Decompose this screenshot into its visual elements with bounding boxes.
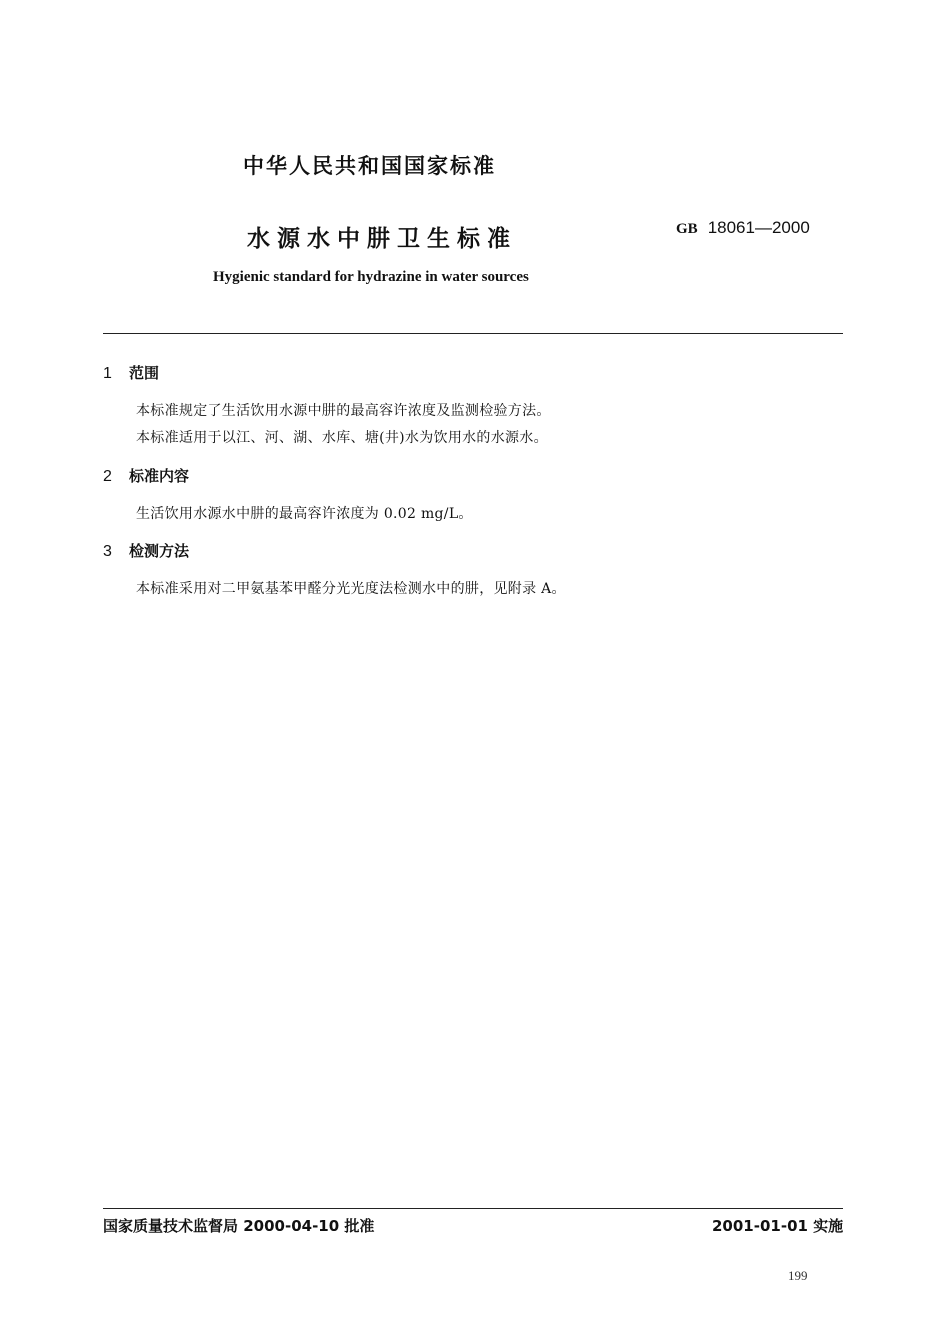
footer-divider — [103, 1208, 843, 1209]
section-heading-method — [103, 540, 189, 561]
section-heading-content — [103, 465, 189, 486]
section-number: 1 — [103, 365, 112, 382]
standard-title: 水源水中肼卫生标准 — [247, 226, 517, 252]
page-number: 199 — [788, 1268, 808, 1283]
section-heading-scope — [103, 362, 159, 383]
standard-code — [676, 218, 810, 238]
header-divider — [103, 333, 843, 334]
english-title: Hygienic standard for hydrazine in water sources — [213, 269, 529, 285]
section-title: 检测方法 — [129, 542, 190, 560]
standard-code-prefix: GB — [676, 221, 698, 237]
paragraph: 本标准规定了生活饮用水源中肼的最高容许浓度及监测检验方法。 — [136, 403, 551, 419]
section-number: 2 — [103, 468, 112, 485]
approval-date: 国家质量技术监督局 2000-04-10 批准 — [103, 1217, 375, 1235]
section-title: 标准内容 — [129, 467, 190, 485]
paragraph: 生活饮用水源水中肼的最高容许浓度为 0.02 mg/L。 — [136, 506, 473, 522]
paragraph: 本标准适用于以江、河、湖、水库、塘(井)水为饮用水的水源水。 — [136, 430, 548, 446]
section-title: 范围 — [129, 364, 160, 382]
implementation-date: 2001-01-01 实施 — [712, 1217, 844, 1235]
national-standard-title: 中华人民共和国国家标准 — [243, 154, 496, 178]
paragraph: 本标准采用对二甲氨基苯甲醛分光光度法检测水中的肼，见附录 A。 — [136, 581, 566, 597]
standard-code-number: 18061—2000 — [707, 218, 810, 237]
section-number: 3 — [103, 543, 112, 560]
